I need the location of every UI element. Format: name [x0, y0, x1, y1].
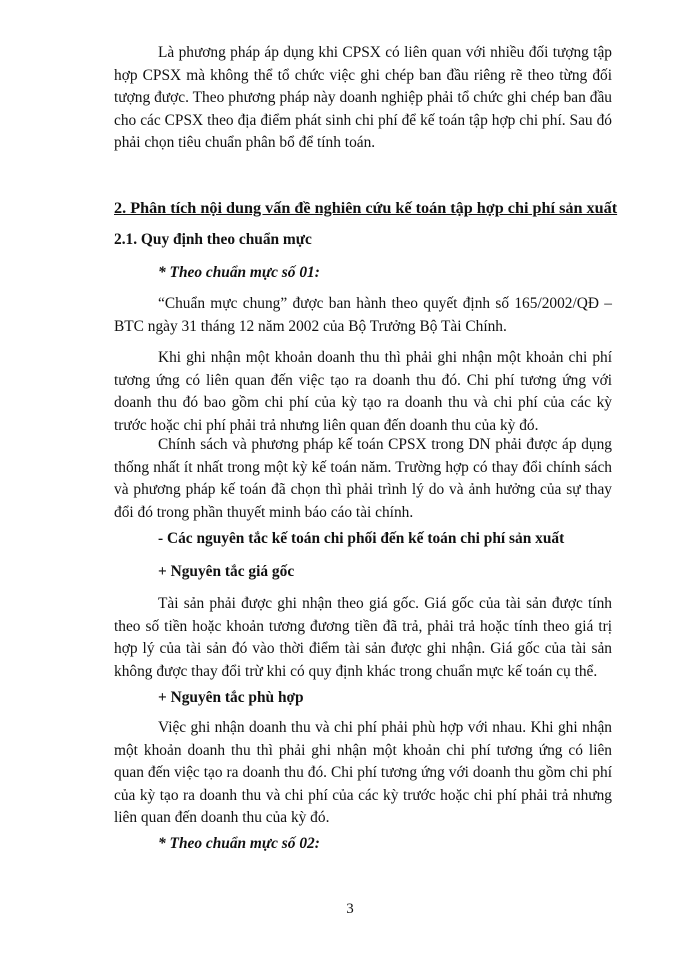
- matching-principle-heading: + Nguyên tắc phù hợp: [158, 689, 304, 706]
- standard-02-heading: * Theo chuẩn mực số 02:: [158, 835, 320, 852]
- paragraph-historical-cost: Tài sản phải được ghi nhận theo giá gốc. Giá gốc của tài sản được tính theo số tiền hoặc khoản tương đương tiền đã trả, phải trả hoặc tính theo giá trị hợp lý của tài sản đó vào thời điểm tài sản được ghi nhận. Giá gốc của tài sản không được thay đổi trừ khi có quy định khác trong chuẩn mực kế toán cụ thể.: [114, 595, 612, 680]
- principles-heading: - Các nguyên tắc kế toán chi phối đến kế toán chi phí sản xuất: [158, 530, 565, 547]
- subsection-heading-2-1: 2.1. Quy định theo chuẩn mực: [114, 231, 312, 248]
- paragraph-matching-principle: Việc ghi nhận doanh thu và chi phí phải phù hợp với nhau. Khi ghi nhận một khoản doanh thu thì phải ghi nhận một khoản chi phí tương ứng có liên quan đến việc tạo ra doanh thu đó. Chi phí tương ứng với doanh thu gồm chi phí của kỳ tạo ra doanh thu và chi phí của các kỳ trước hoặc chi phí phải trả nhưng liên quan đến doanh thu của kỳ đó.: [114, 719, 612, 826]
- paragraph-general-standard: “Chuẩn mực chung” được ban hành theo quyết định số 165/2002/QĐ – BTC ngày 31 tháng 12 năm 2002 của Bộ Trưởng Bộ Tài Chính.: [114, 295, 612, 335]
- paragraph-accounting-policy: Chính sách và phương pháp kế toán CPSX trong DN phải được áp dụng thống nhất ít nhất trong một kỳ kế toán năm. Trường hợp có thay đổi chính sách và phương pháp kế toán đã chọn thì phải trình lý do và ảnh hưởng của sự thay đổi đó trong phần thuyết minh báo cáo tài chính.: [114, 436, 612, 521]
- section-heading-2: 2. Phân tích nội dung vấn đề nghiên cứu kế toán tập hợp chi phí sản xuất: [114, 199, 618, 217]
- historical-cost-heading: + Nguyên tắc giá gốc: [158, 563, 295, 580]
- paragraph-revenue-expense: Khi ghi nhận một khoản doanh thu thì phải ghi nhận một khoản chi phí tương ứng có liên quan đến việc tạo ra doanh thu đó. Chi phí tương ứng với doanh thu đó bao gồm chi phí của kỳ tạo ra doanh thu và chi phí của các kỳ trước hoặc chi phí phải trả nhưng liên quan đến doanh thu của kỳ đó.: [114, 349, 612, 434]
- page-number: 3: [346, 901, 354, 917]
- standard-01-heading: * Theo chuẩn mực số 01:: [158, 264, 320, 281]
- paragraph-allocation-method: Là phương pháp áp dụng khi CPSX có liên quan với nhiều đối tượng tập hợp CPSX mà không thể tổ chức việc ghi chép ban đầu riêng rẽ theo từng đối tượng được. Theo phương pháp này doanh nghiệp phải tổ chức ghi chép ban đầu cho các CPSX theo địa điểm phát sinh chi phí để kế toán tập hợp chi phí. Sau đó phải chọn tiêu chuẩn phân bổ để tính toán.: [114, 44, 612, 151]
